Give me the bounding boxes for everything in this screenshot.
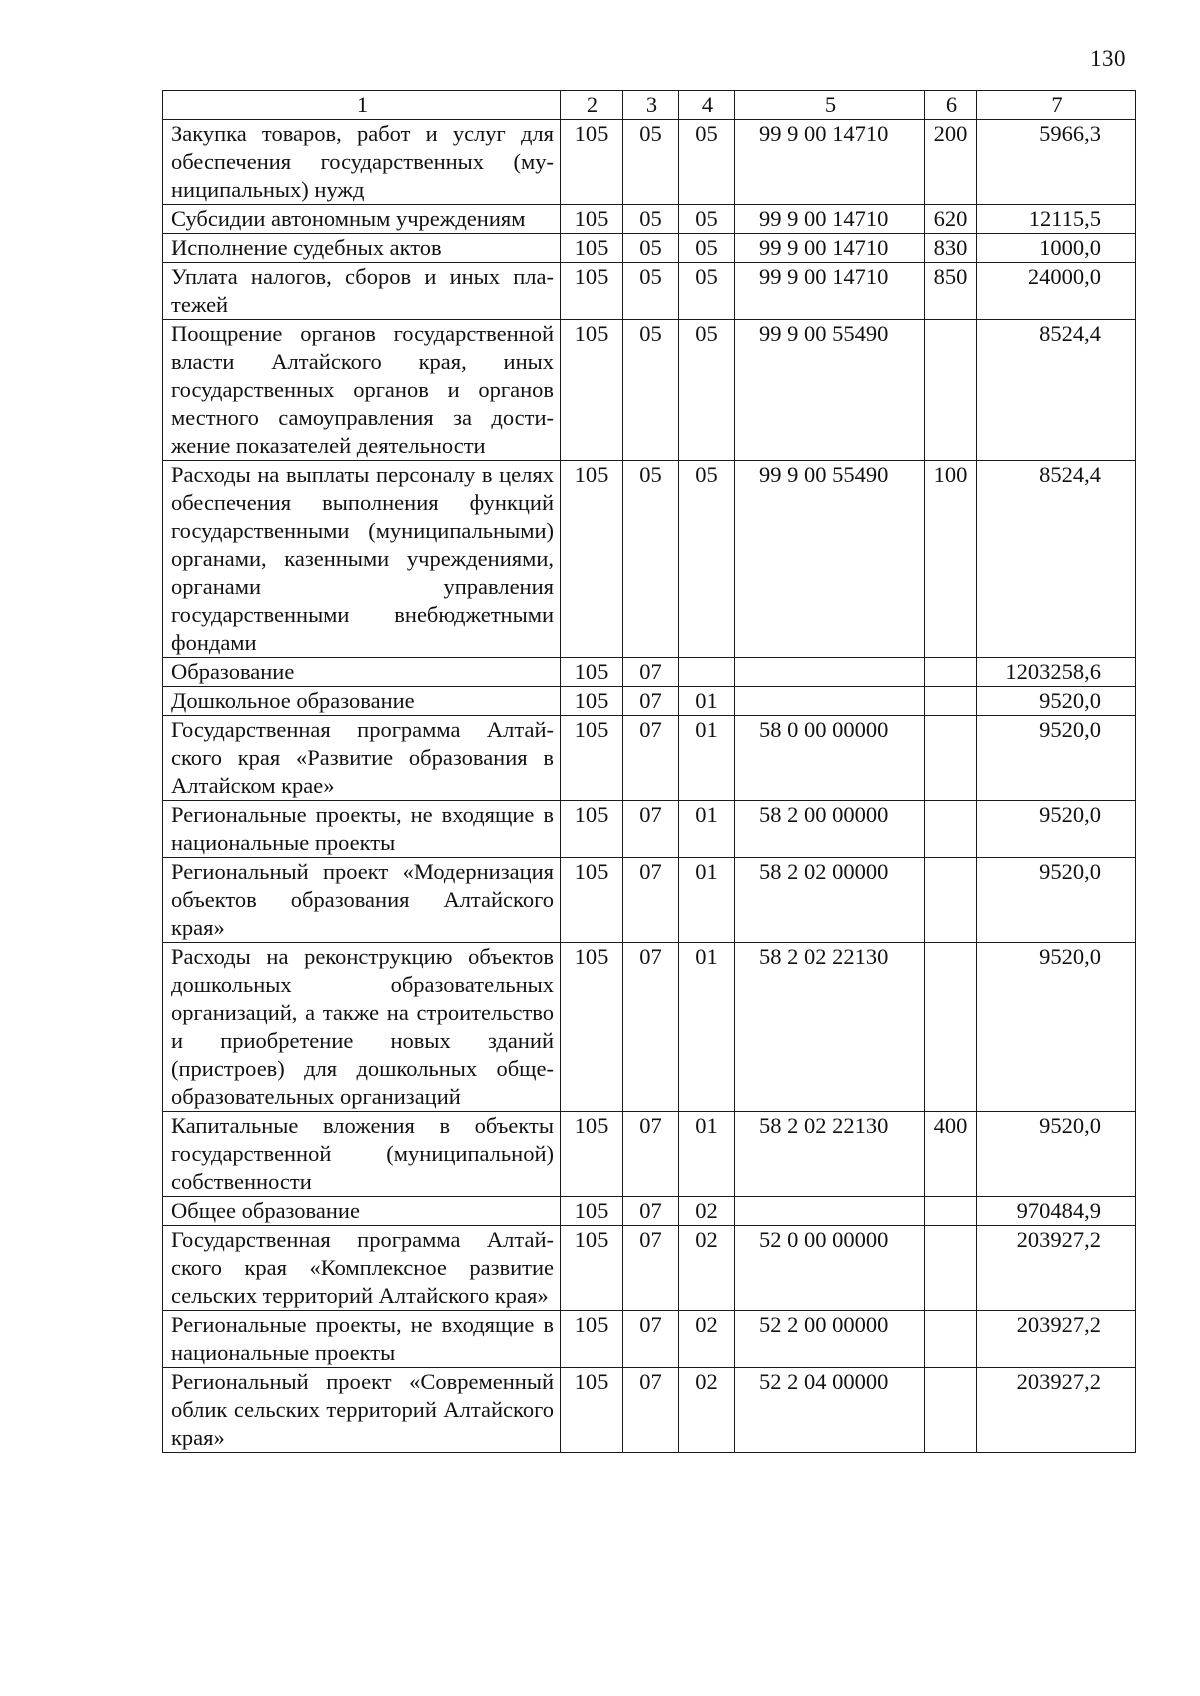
subsection-cell: 05 xyxy=(679,205,735,234)
row-description: Дошкольное образование xyxy=(163,687,561,716)
expense-type-cell: 830 xyxy=(925,234,977,263)
admin-code-cell: 105 xyxy=(561,461,623,658)
subsection-cell: 05 xyxy=(679,234,735,263)
expense-type-cell: 620 xyxy=(925,205,977,234)
row-description: Региональные проекты, не входящие в национальные проекты xyxy=(163,801,561,858)
row-description: Региональные проекты, не входящие в национальные проекты xyxy=(163,1311,561,1368)
target-article-cell: 58 2 02 22130 xyxy=(735,943,925,1112)
row-description: Уплата налогов, сборов и иных платежей xyxy=(163,263,561,320)
column-header: 3 xyxy=(623,91,679,120)
admin-code-cell: 105 xyxy=(561,1112,623,1197)
subsection-cell: 01 xyxy=(679,801,735,858)
amount-cell: 9520,0 xyxy=(977,687,1136,716)
table-row xyxy=(163,1197,1136,1226)
row-description: Поощрение органов государственной власти Алтайского края, иных государственных органов и органов местного самоуправления за достижение показателей деятельности xyxy=(163,320,561,461)
subsection-cell: 01 xyxy=(679,716,735,801)
page-number: 130 xyxy=(1090,46,1126,71)
table-row xyxy=(163,801,1136,858)
table-row xyxy=(163,234,1136,263)
section-cell: 05 xyxy=(623,320,679,461)
subsection-cell: 05 xyxy=(679,120,735,205)
table-row xyxy=(163,1226,1136,1311)
row-description: Капитальные вложения в объекты государственной (муниципальной) собственности xyxy=(163,1112,561,1197)
amount-cell: 9520,0 xyxy=(977,716,1136,801)
admin-code-cell: 105 xyxy=(561,687,623,716)
amount-cell: 9520,0 xyxy=(977,1112,1136,1197)
subsection-cell: 02 xyxy=(679,1226,735,1311)
expense-type-cell: 100 xyxy=(925,461,977,658)
target-article-cell: 99 9 00 55490 xyxy=(735,320,925,461)
amount-cell: 5966,3 xyxy=(977,120,1136,205)
admin-code-cell: 105 xyxy=(561,1197,623,1226)
subsection-cell: 05 xyxy=(679,320,735,461)
column-header: 2 xyxy=(561,91,623,120)
expense-type-cell xyxy=(925,716,977,801)
section-cell: 05 xyxy=(623,263,679,320)
table-row xyxy=(163,658,1136,687)
row-description: Образование xyxy=(163,658,561,687)
table-row xyxy=(163,687,1136,716)
row-description: Государственная программа Алтайского края «Развитие образования в Алтайском крае» xyxy=(163,716,561,801)
admin-code-cell: 105 xyxy=(561,234,623,263)
table-row xyxy=(163,1112,1136,1197)
admin-code-cell: 105 xyxy=(561,1226,623,1311)
expense-type-cell xyxy=(925,1311,977,1368)
row-description: Государственная программа Алтайского края «Комплексное развитие сельских территорий Алтайского края» xyxy=(163,1226,561,1311)
expense-type-cell xyxy=(925,801,977,858)
admin-code-cell: 105 xyxy=(561,801,623,858)
expense-type-cell: 200 xyxy=(925,120,977,205)
target-article-cell: 58 0 00 00000 xyxy=(735,716,925,801)
subsection-cell: 01 xyxy=(679,943,735,1112)
subsection-cell: 02 xyxy=(679,1368,735,1453)
amount-cell: 203927,2 xyxy=(977,1368,1136,1453)
expense-type-cell xyxy=(925,1226,977,1311)
target-article-cell: 99 9 00 14710 xyxy=(735,120,925,205)
budget-table xyxy=(162,90,1136,1453)
amount-cell: 12115,5 xyxy=(977,205,1136,234)
expense-type-cell xyxy=(925,1197,977,1226)
column-header: 7 xyxy=(977,91,1136,120)
subsection-cell: 01 xyxy=(679,858,735,943)
subsection-cell: 01 xyxy=(679,1112,735,1197)
admin-code-cell: 105 xyxy=(561,320,623,461)
amount-cell: 24000,0 xyxy=(977,263,1136,320)
target-article-cell: 58 2 02 22130 xyxy=(735,1112,925,1197)
subsection-cell: 02 xyxy=(679,1311,735,1368)
section-cell: 07 xyxy=(623,1226,679,1311)
target-article-cell: 58 2 02 00000 xyxy=(735,858,925,943)
table-row xyxy=(163,1311,1136,1368)
subsection-cell: 05 xyxy=(679,461,735,658)
amount-cell: 970484,9 xyxy=(977,1197,1136,1226)
column-header: 4 xyxy=(679,91,735,120)
table-row xyxy=(163,716,1136,801)
table-row xyxy=(163,461,1136,658)
table-body xyxy=(163,91,1136,1453)
section-cell: 05 xyxy=(623,461,679,658)
row-description: Закупка товаров, работ и услуг для обеспечения государственных (муниципальных) нужд xyxy=(163,120,561,205)
admin-code-cell: 105 xyxy=(561,716,623,801)
section-cell: 07 xyxy=(623,1311,679,1368)
section-cell: 07 xyxy=(623,687,679,716)
section-cell: 07 xyxy=(623,658,679,687)
target-article-cell: 99 9 00 55490 xyxy=(735,461,925,658)
subsection-cell: 02 xyxy=(679,1197,735,1226)
target-article-cell xyxy=(735,1197,925,1226)
column-header: 1 xyxy=(163,91,561,120)
expense-type-cell xyxy=(925,320,977,461)
amount-cell: 8524,4 xyxy=(977,320,1136,461)
target-article-cell: 99 9 00 14710 xyxy=(735,234,925,263)
table-row xyxy=(163,858,1136,943)
amount-cell: 9520,0 xyxy=(977,801,1136,858)
expense-type-cell: 850 xyxy=(925,263,977,320)
subsection-cell xyxy=(679,658,735,687)
section-cell: 05 xyxy=(623,205,679,234)
target-article-cell: 99 9 00 14710 xyxy=(735,205,925,234)
admin-code-cell: 105 xyxy=(561,943,623,1112)
table-row xyxy=(163,205,1136,234)
amount-cell: 8524,4 xyxy=(977,461,1136,658)
section-cell: 07 xyxy=(623,858,679,943)
row-description: Региональный проект «Модернизация объектов образования Алтайского края» xyxy=(163,858,561,943)
expense-type-cell xyxy=(925,658,977,687)
admin-code-cell: 105 xyxy=(561,1368,623,1453)
section-cell: 07 xyxy=(623,801,679,858)
admin-code-cell: 105 xyxy=(561,205,623,234)
row-description: Субсидии автономным учреждениям xyxy=(163,205,561,234)
subsection-cell: 05 xyxy=(679,263,735,320)
expense-type-cell xyxy=(925,858,977,943)
expense-type-cell xyxy=(925,1368,977,1453)
column-header: 6 xyxy=(925,91,977,120)
column-header: 5 xyxy=(735,91,925,120)
section-cell: 07 xyxy=(623,1112,679,1197)
target-article-cell: 52 2 04 00000 xyxy=(735,1368,925,1453)
target-article-cell: 58 2 00 00000 xyxy=(735,801,925,858)
amount-cell: 9520,0 xyxy=(977,943,1136,1112)
target-article-cell: 99 9 00 14710 xyxy=(735,263,925,320)
amount-cell: 203927,2 xyxy=(977,1226,1136,1311)
section-cell: 05 xyxy=(623,234,679,263)
amount-cell: 203927,2 xyxy=(977,1311,1136,1368)
admin-code-cell: 105 xyxy=(561,658,623,687)
row-description: Региональный проект «Современный облик сельских территорий Алтайского края» xyxy=(163,1368,561,1453)
target-article-cell: 52 2 00 00000 xyxy=(735,1311,925,1368)
table-row xyxy=(163,943,1136,1112)
admin-code-cell: 105 xyxy=(561,858,623,943)
row-description: Исполнение судебных актов xyxy=(163,234,561,263)
section-cell: 07 xyxy=(623,943,679,1112)
subsection-cell: 01 xyxy=(679,687,735,716)
expense-type-cell xyxy=(925,943,977,1112)
target-article-cell: 52 0 00 00000 xyxy=(735,1226,925,1311)
table-row xyxy=(163,120,1136,205)
target-article-cell xyxy=(735,687,925,716)
section-cell: 05 xyxy=(623,120,679,205)
amount-cell: 1000,0 xyxy=(977,234,1136,263)
admin-code-cell: 105 xyxy=(561,263,623,320)
table-row xyxy=(163,1368,1136,1453)
amount-cell: 1203258,6 xyxy=(977,658,1136,687)
table-row xyxy=(163,263,1136,320)
section-cell: 07 xyxy=(623,1368,679,1453)
target-article-cell xyxy=(735,658,925,687)
expense-type-cell: 400 xyxy=(925,1112,977,1197)
amount-cell: 9520,0 xyxy=(977,858,1136,943)
expense-type-cell xyxy=(925,687,977,716)
section-cell: 07 xyxy=(623,1197,679,1226)
row-description: Расходы на реконструкцию объектов дошкольных образовательных организаций, а также на строительство и приобретение новых зданий (пристроев) для дошкольных общеобразовательных организаций xyxy=(163,943,561,1112)
row-description: Расходы на выплаты персоналу в целях обеспечения выполнения функций государственными (муниципальными) органами, казенными учреждениями, органами управления государственными внебюджетными фондами xyxy=(163,461,561,658)
section-cell: 07 xyxy=(623,716,679,801)
table-row xyxy=(163,320,1136,461)
row-description: Общее образование xyxy=(163,1197,561,1226)
admin-code-cell: 105 xyxy=(561,1311,623,1368)
table-header-row xyxy=(163,91,1136,120)
admin-code-cell: 105 xyxy=(561,120,623,205)
